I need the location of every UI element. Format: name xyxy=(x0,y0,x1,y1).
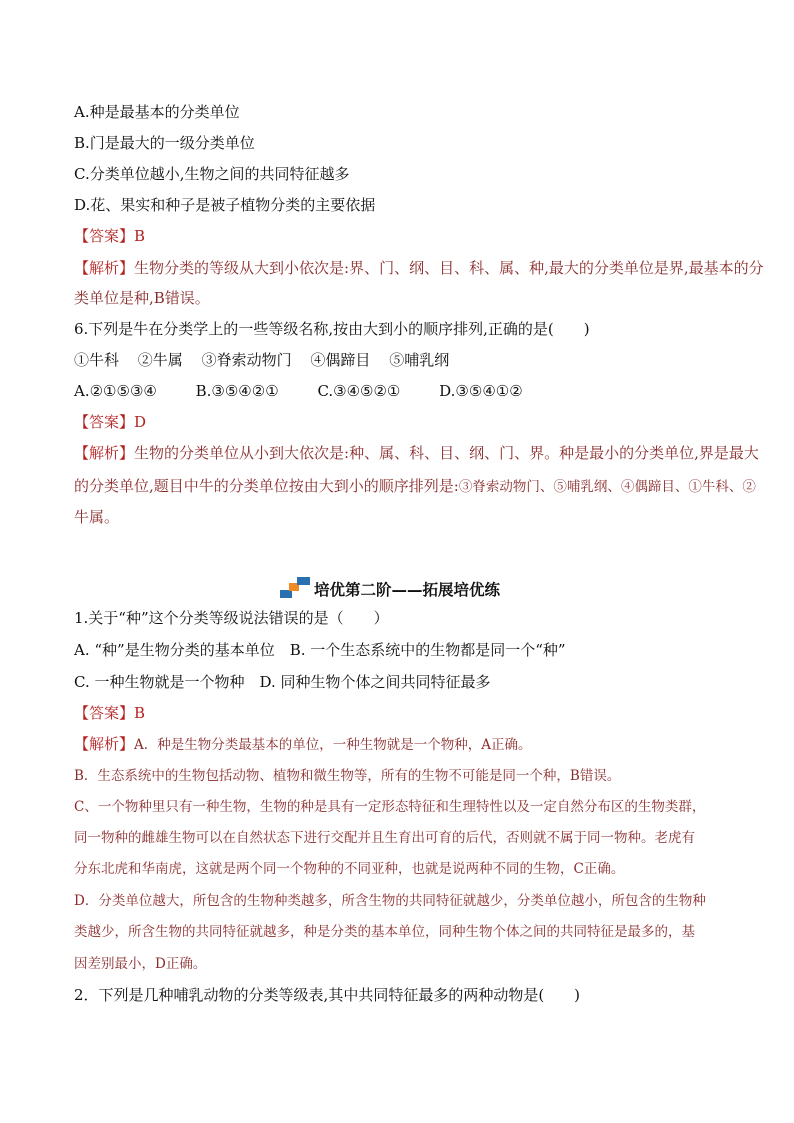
q5-option-a: A.种是最基本的分类单位 xyxy=(74,103,240,121)
q5-answer xyxy=(74,226,145,246)
analysis-text: 生物分类的等级从大到小依次是:界、门、纲、目、科、属、种,最大的分类单位是界,最基本的分 xyxy=(134,259,764,277)
p1-analysis-a xyxy=(74,734,532,755)
q6-option: A.②①⑤③④ xyxy=(74,382,157,400)
analysis-highlight: ③脊索动物门、⑤哺乳纲、④偶蹄目、①牛科、② xyxy=(458,479,756,495)
answer-value: B xyxy=(134,704,146,722)
answer-tag: 【答案】 xyxy=(74,227,135,245)
q6-options xyxy=(74,381,523,401)
q5-option-c: C.分类单位越小,生物之间的共同特征越多 xyxy=(74,165,350,183)
p1-analysis-c-line-1: C、一个物种里只有一种生物，生物的种是具有一定形态特征和生理特性以及一定自然分布区的生物类群， xyxy=(74,799,706,815)
q6-item: ②牛属 xyxy=(137,351,183,369)
answer-tag: 【答案】 xyxy=(74,704,135,722)
p1-analysis-d-line-1: D．分类单位越大，所包含的生物种类越多，所含生物的共同特征就越少，分类单位越小，所包含的生物种 xyxy=(74,893,706,909)
q6-item: ③脊索动物门 xyxy=(201,351,292,369)
p1-options-ab: A. “种”是生物分类的基本单位 B. 一个生态系统中的生物都是同一个“种” xyxy=(74,641,566,659)
analysis-tag: 【解析】 xyxy=(74,735,135,753)
q6-analysis-line-2 xyxy=(74,476,756,497)
q6-item: ⑤哺乳纲 xyxy=(389,351,450,369)
answer-value: B xyxy=(134,227,146,245)
p1-answer xyxy=(74,703,145,723)
analysis-tag: 【解析】 xyxy=(74,444,135,462)
q6-items xyxy=(74,350,449,370)
analysis-text: A．种是生物分类最基本的单位，一种生物就是一个物种，A正确。 xyxy=(134,737,532,753)
q6-option: D.③⑤④①② xyxy=(439,382,523,400)
section-title-text: 培优第二阶——拓展培优练 xyxy=(314,581,501,599)
analysis-text: 的分类单位,题目中牛的分类单位按由大到小的顺序排列是: xyxy=(74,477,459,495)
q6-analysis-line-1 xyxy=(74,443,759,463)
analysis-tag: 【解析】 xyxy=(74,259,135,277)
section-logo-icon xyxy=(280,577,310,601)
q6-answer xyxy=(74,412,146,432)
p1-analysis-d-line-3: 因差别最小，D正确。 xyxy=(74,956,207,972)
q6-item: ①牛科 xyxy=(74,351,120,369)
q5-option-b: B.门是最大的一级分类单位 xyxy=(74,134,255,152)
p1-analysis-c-line-3: 分东北虎和华南虎，这就是两个同一个物种的不同亚种，也就是说两种不同的生物，C正确。 xyxy=(74,861,625,877)
p1-analysis-b: B．生态系统中的生物包括动物、植物和微生物等，所有的生物不可能是同一个种，B错误。 xyxy=(74,768,621,784)
section-heading xyxy=(280,578,500,600)
q6-item: ④偶蹄目 xyxy=(310,351,371,369)
q6-option: B.③⑤④②① xyxy=(195,382,279,400)
answer-tag: 【答案】 xyxy=(74,413,135,431)
analysis-text: 生物的分类单位从小到大依次是:种、属、科、目、纲、门、界。种是最小的分类单位,界是最大 xyxy=(134,444,759,462)
q5-analysis-line-2: 类单位是种,B错误。 xyxy=(74,289,210,307)
q5-analysis-line-1 xyxy=(74,258,764,278)
p1-stem: 1.关于“种”这个分类等级说法错误的是（ ） xyxy=(74,609,389,627)
answer-value: D xyxy=(134,413,147,431)
p1-analysis-d-line-2: 类越少，所含生物的共同特征就越多，种是分类的基本单位，同种生物个体之间的共同特征是最多的，基 xyxy=(74,924,695,940)
p1-analysis-c-line-2: 同一物种的雌雄生物可以在自然状态下进行交配并且生育出可育的后代，否则就不属于同一物种。老虎有 xyxy=(74,830,695,846)
q6-option: C.③④⑤②① xyxy=(317,382,401,400)
p1-options-cd: C. 一种生物就是一个物种 D. 同种生物个体之间共同特征最多 xyxy=(74,673,491,691)
q5-option-d: D.花、果实和种子是被子植物分类的主要依据 xyxy=(74,196,376,214)
q6-analysis-line-3: 牛属。 xyxy=(74,508,120,526)
q6-stem: 6.下列是牛在分类学上的一些等级名称,按由大到小的顺序排列,正确的是( ) xyxy=(74,320,590,338)
p2-stem: 2．下列是几种哺乳动物的分类等级表,其中共同特征最多的两种动物是( ) xyxy=(74,986,581,1004)
